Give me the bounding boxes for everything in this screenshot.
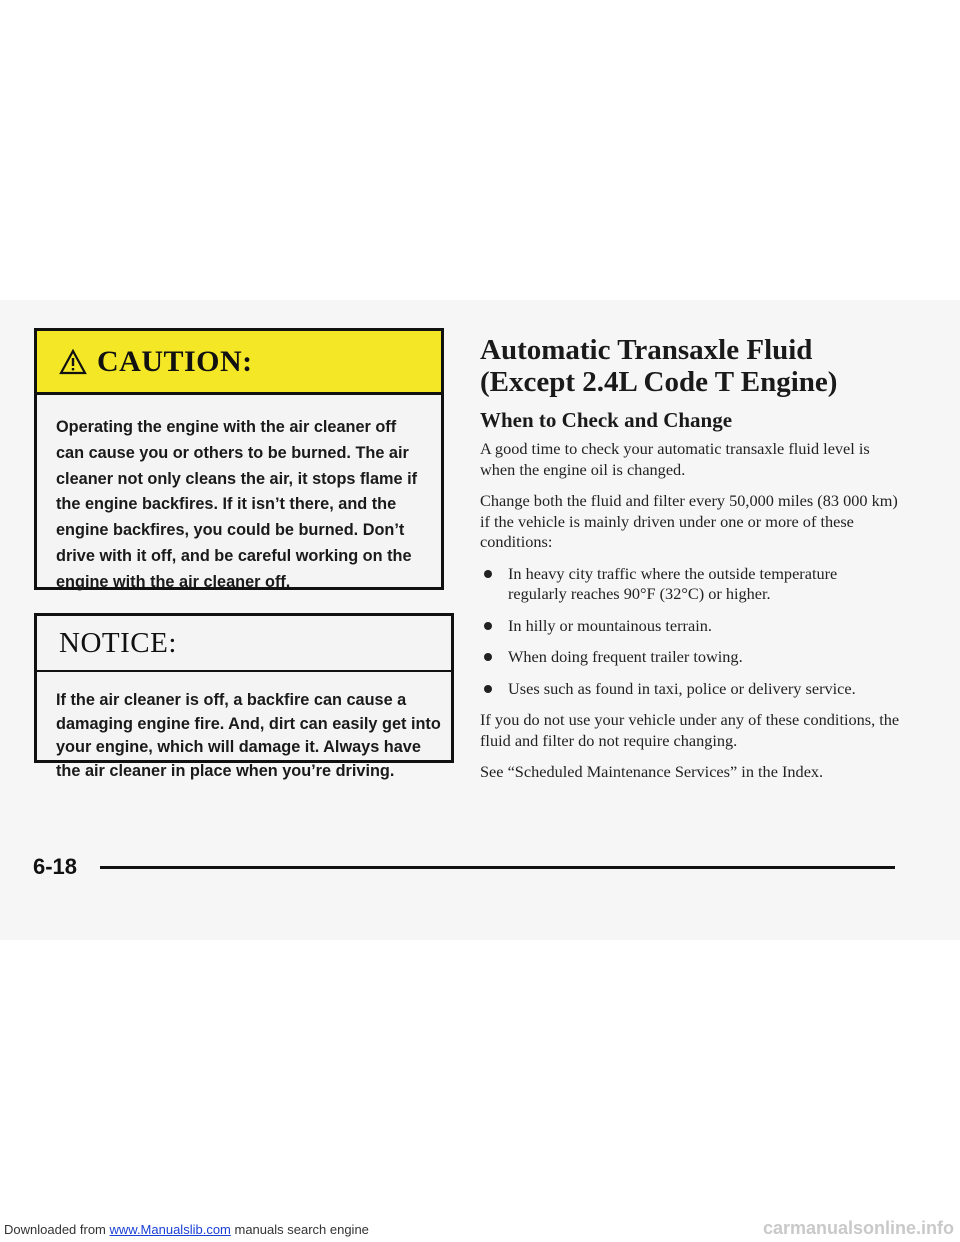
- list-item-text: In hilly or mountainous terrain.: [508, 615, 712, 635]
- list-item: [480, 564, 900, 605]
- bullet-icon: [484, 570, 492, 578]
- caution-box: [34, 328, 444, 590]
- caution-title: CAUTION:: [97, 344, 253, 378]
- list-item: [480, 616, 900, 637]
- bullet-icon: [484, 653, 492, 661]
- list-item: [480, 679, 900, 700]
- transaxle-section: [480, 334, 900, 794]
- caution-header: [37, 331, 441, 395]
- notice-title: NOTICE:: [59, 626, 177, 659]
- download-credit: [4, 1222, 369, 1237]
- section-heading-line2: (Except 2.4L Code T Engine): [480, 366, 838, 398]
- manualslib-link[interactable]: www.Manualslib.com: [109, 1222, 231, 1237]
- list-item-text: In heavy city traffic where the outside temperature regularly reaches 90°F (32°C) or higher.: [508, 563, 838, 603]
- notice-box: [34, 613, 454, 780]
- paragraph-change-interval: Change both the fluid and filter every 50,000 miles (83 000 km) if the vehicle is mainly driven under one or more of these conditions:: [480, 491, 898, 551]
- paragraph-check-time: A good time to check your automatic transaxle fluid level is when the engine oil is changed.: [480, 439, 870, 479]
- page-number: 6-18: [33, 854, 78, 879]
- list-item-text: When doing frequent trailer towing.: [508, 647, 743, 666]
- notice-text: If the air cleaner is off, a backfire can cause a damaging engine fire. And, dirt can easily get into your engine, which will damage it. Always have the air cleaner in place when you’re driving.: [56, 691, 441, 780]
- section-heading: [480, 334, 900, 398]
- notice-header: [37, 616, 451, 672]
- bullet-icon: [484, 685, 492, 693]
- caution-text: Operating the engine with the air cleaner off can cause you or others to be burned. The air cleaner not only cleans the air, it stops flame if the engine backfires. If it isn’t there, and the engine backfires, you could be burned. Don’t drive with it off, and be careful working on the engine with the air cleaner off.: [56, 418, 418, 591]
- paragraph-see-index: See “Scheduled Maintenance Services” in the Index.: [480, 762, 824, 781]
- download-prefix: Downloaded from: [4, 1222, 110, 1237]
- bullet-icon: [484, 622, 492, 630]
- watermark: carmanualsonline.info: [762, 1218, 954, 1238]
- list-item-text: Uses such as found in taxi, police or delivery service.: [508, 678, 856, 698]
- warning-triangle-icon: [59, 349, 87, 375]
- section-subheading: When to Check and Change: [480, 408, 733, 432]
- paragraph-no-change: If you do not use your vehicle under any of these conditions, the fluid and filter do not require changing.: [480, 710, 900, 750]
- download-suffix: manuals search engine: [230, 1222, 369, 1237]
- footer-rule: [100, 866, 895, 869]
- list-item: [480, 647, 900, 668]
- conditions-list: [480, 564, 900, 700]
- section-heading-line1: Automatic Transaxle Fluid: [480, 334, 813, 366]
